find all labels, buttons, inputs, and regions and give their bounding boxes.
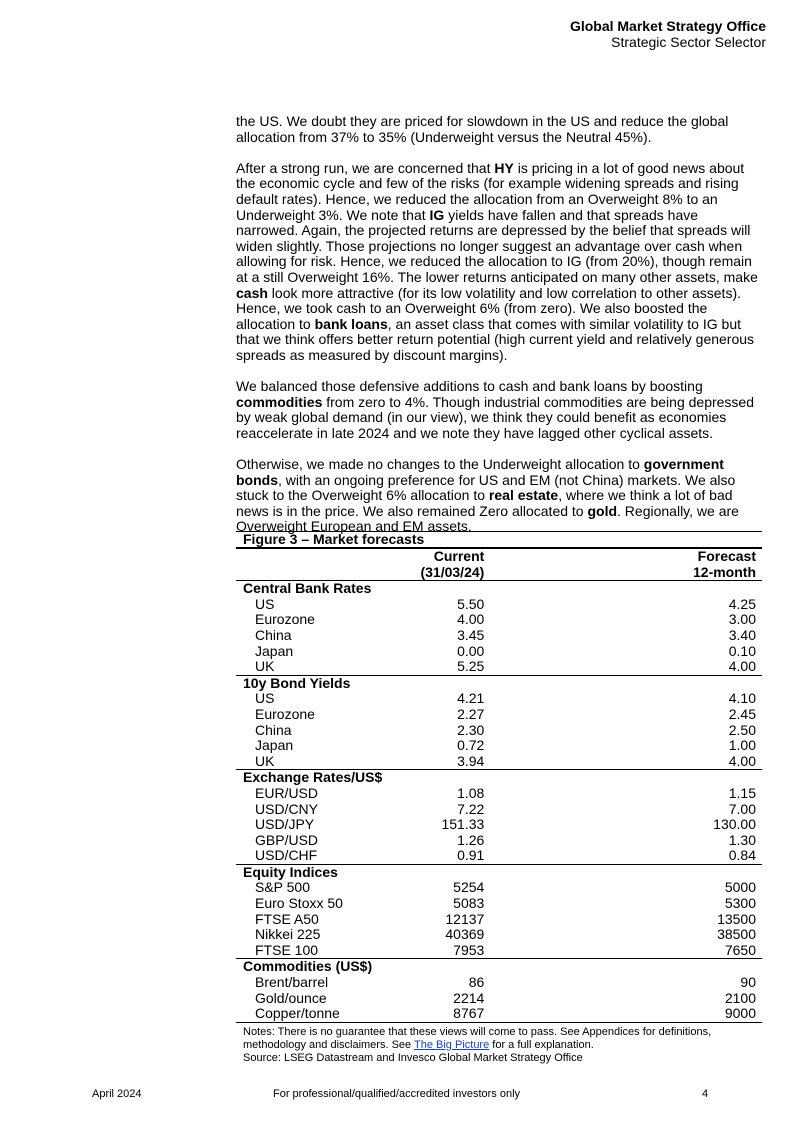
table-row: [236, 817, 762, 833]
emphasis-term: government bonds: [236, 456, 724, 488]
table-row: [236, 644, 762, 660]
row-label: EUR/USD: [255, 784, 319, 801]
body-text-run: from zero to 4%. Though industrial commodities are being depressed by weak global demand (in our view), we think they could benefit as economies reaccelerate in late 2024 and we note they have lagged other cyclical assets.: [236, 393, 754, 441]
forecast-value: 1.00: [728, 737, 756, 754]
table-row: [236, 802, 762, 818]
body-text: [236, 114, 762, 551]
header-report-title: Strategic Sector Selector: [611, 34, 766, 50]
forecast-value: 4.25: [728, 595, 756, 612]
row-label: Euro Stoxx 50: [255, 895, 343, 912]
figure-source: Source: LSEG Datastream and Invesco Global Market Strategy Office: [243, 1051, 583, 1064]
forecast-value: 2100: [724, 989, 756, 1006]
current-value: 5.50: [457, 595, 485, 612]
table-section-header: [236, 581, 762, 597]
forecast-value: 13500: [717, 910, 756, 927]
current-value: 4.00: [457, 611, 485, 628]
body-text-run: After a strong run, we are concerned that: [236, 159, 495, 176]
current-value: 8767: [366, 1006, 679, 1022]
forecast-table: [236, 549, 762, 1023]
forecast-value: 4.00: [728, 752, 756, 769]
table-row: [236, 754, 762, 770]
row-label: US: [255, 690, 275, 707]
current-value: 5083: [453, 895, 485, 912]
page-header: [570, 18, 766, 51]
current-value: 2214: [453, 989, 485, 1006]
body-text-run: , with an ongoing preference for US and EM (not China) markets. We also stuck to the Overweight 6% allocation to: [236, 471, 736, 504]
table-section-header: [236, 770, 762, 786]
body-text-run: yields have fallen and that spreads have narrowed. Again, the projected returns are depressed by the belief that spreads will widen slightly. Those projections no longer suggest an advantage over cash when allowing for risk. Hence, we reduced the allocation to IG (from 20%), though remain at a still Overweight 16%. The lower returns anticipated on many other assets, make: [236, 206, 758, 285]
body-text-run: , where we think a lot of bad news is in the price. We also remained Zero allocated to: [236, 487, 733, 519]
forecast-value: 1.30: [728, 831, 756, 848]
body-text-run: . Regionally, we are Overweight European and EM assets.: [236, 502, 739, 535]
row-label: US: [255, 595, 275, 612]
table-row: [236, 833, 762, 849]
current-value: 3.94: [457, 752, 485, 769]
body-text-run: is pricing in a lot of good news about the economic cycle and few of the risks (for example widening spreads and rising default rates). Hence, we reduced the allocation from an Overweight 8% to an Underweight 3%. We note that: [236, 159, 745, 223]
forecast-value: 4.10: [728, 690, 756, 707]
row-label: Gold/ounce: [255, 989, 327, 1006]
forecast-value: 2.50: [728, 721, 756, 738]
current-value: 0.72: [457, 737, 485, 754]
current-value: 2.27: [457, 705, 485, 722]
current-value: 1.08: [457, 784, 485, 801]
forecast-value: 5000: [724, 879, 756, 896]
column-header-row: [236, 549, 762, 581]
figure-notes: Notes: There is no guarantee that these views will come to pass. See Appendices for definitions, methodology and disclaimers. See The Big Picture for a full explanation. Source: LSEG Datastream and Invesco Global Market Strategy Office: [243, 1025, 712, 1064]
row-label: USD/CHF: [255, 847, 318, 864]
row-label: China: [255, 721, 292, 738]
footer-date: April 2024: [92, 1088, 142, 1100]
market-forecasts-figure: [236, 531, 762, 1065]
row-label: UK: [255, 658, 275, 675]
forecast-value: 3.00: [728, 611, 756, 628]
section-title: Equity Indices: [236, 864, 762, 880]
emphasis-term: HY: [494, 159, 514, 176]
table-row: [236, 707, 762, 723]
current-value: 0.91: [457, 847, 485, 864]
emphasis-term: gold: [587, 502, 618, 519]
table-row: [236, 1006, 762, 1022]
row-label: GBP/USD: [255, 831, 319, 848]
body-text-run: Otherwise, we made no changes to the Underweight allocation to: [236, 456, 644, 473]
footer-audience: For professional/qualified/accredited investors only: [273, 1088, 521, 1100]
big-picture-link[interactable]: The Big Picture: [414, 1038, 490, 1051]
forecast-value: 38500: [717, 926, 756, 943]
table-row: [236, 738, 762, 754]
row-label: FTSE A50: [255, 910, 319, 927]
row-label: USD/CNY: [255, 800, 319, 817]
table-section-header: [236, 864, 762, 880]
table-row: [236, 912, 762, 928]
current-value: 5254: [453, 879, 485, 896]
section-title: Commodities (US$): [236, 959, 762, 975]
table-row: [236, 597, 762, 613]
current-value: 7953: [453, 941, 485, 958]
table-section-header: [236, 959, 762, 975]
current-value: 12137: [445, 910, 485, 927]
emphasis-term: commodities: [236, 393, 323, 410]
current-value: 4.21: [457, 690, 485, 707]
table-row: [236, 691, 762, 707]
forecast-value: 5300: [724, 895, 756, 912]
row-label: Eurozone: [255, 705, 315, 722]
forecast-value: 2.45: [728, 705, 756, 722]
section-title: Central Bank Rates: [236, 581, 762, 597]
row-label: Nikkei 225: [255, 926, 321, 943]
forecast-value: 7.00: [728, 800, 756, 817]
table-row: [236, 880, 762, 896]
forecast-value: 7650: [724, 941, 756, 958]
body-paragraph: [236, 379, 762, 441]
body-paragraph: [236, 114, 762, 145]
figure-title: Figure 3 – Market forecasts: [243, 531, 425, 547]
row-label: S&P 500: [255, 879, 311, 896]
emphasis-term: IG: [429, 206, 445, 223]
column-header-current: Current (31/03/24): [420, 548, 485, 580]
body-text-run: We balanced those defensive additions to cash and bank loans by boosting: [236, 378, 703, 395]
forecast-value: 90: [740, 974, 756, 991]
row-label: China: [255, 626, 292, 643]
emphasis-term: bank loans: [314, 315, 388, 332]
table-row: [236, 723, 762, 739]
current-value: 5.25: [457, 658, 485, 675]
emphasis-term: real estate: [488, 487, 559, 504]
table-row: [236, 659, 762, 675]
row-label: USD/JPY: [255, 816, 315, 833]
column-header-forecast: Forecast 12-month: [693, 548, 756, 580]
footer-page-number: 4: [702, 1088, 709, 1100]
forecast-value: 3.40: [728, 626, 756, 643]
body-text-run: the US. We doubt they are priced for slowdown in the US and reduce the global allocation from 37% to 35% (Underweight versus the Neutral 45%).: [236, 113, 729, 145]
table-row: [236, 991, 762, 1007]
forecast-value: 4.00: [728, 658, 756, 675]
forecast-value: 1.15: [728, 784, 756, 801]
table-row: [236, 943, 762, 959]
row-label: Copper/tonne: [236, 1006, 366, 1022]
table-row: [236, 927, 762, 943]
current-value: 151.33: [441, 816, 485, 833]
row-label: Eurozone: [255, 611, 315, 628]
table-row: [236, 896, 762, 912]
body-text-run: look more attractive (for its low volatility and low correlation to other assets). Hence, we took cash to an Overweight 6% (from zero). We also boosted the allocation to: [236, 284, 741, 332]
table-row: [236, 628, 762, 644]
section-title: 10y Bond Yields: [236, 675, 762, 691]
table-row: [236, 612, 762, 628]
row-label: FTSE 100: [255, 941, 319, 958]
header-org: Global Market Strategy Office: [569, 18, 766, 34]
body-paragraph: [236, 457, 762, 535]
table-row: [236, 848, 762, 864]
body-text-run: , an asset class that comes with similar volatility to IG but that we think offers better return potential (high current yield and relatively generous spreads as measured by discount margins).: [236, 315, 755, 363]
forecast-value: 0.84: [728, 847, 756, 864]
row-label: Brent/barrel: [255, 974, 329, 991]
current-value: 3.45: [457, 626, 485, 643]
forecast-value: 0.10: [728, 642, 756, 659]
current-value: 1.26: [457, 831, 485, 848]
body-paragraph: [236, 161, 762, 364]
row-label: UK: [255, 752, 275, 769]
column-header-blank: [236, 549, 366, 581]
current-value: 86: [468, 974, 485, 991]
current-value: 7.22: [457, 800, 485, 817]
current-value: 2.30: [457, 721, 485, 738]
table-section-header: [236, 675, 762, 691]
section-title: Exchange Rates/US$: [236, 770, 762, 786]
row-label: Japan: [255, 737, 294, 754]
table-row: [236, 975, 762, 991]
current-value: 0.00: [457, 642, 485, 659]
forecast-value: 9000: [678, 1006, 762, 1022]
table-row: [236, 786, 762, 802]
current-value: 40369: [445, 926, 485, 943]
forecast-value: 130.00: [713, 816, 756, 833]
row-label: Japan: [255, 642, 294, 659]
emphasis-term: cash: [236, 284, 268, 301]
